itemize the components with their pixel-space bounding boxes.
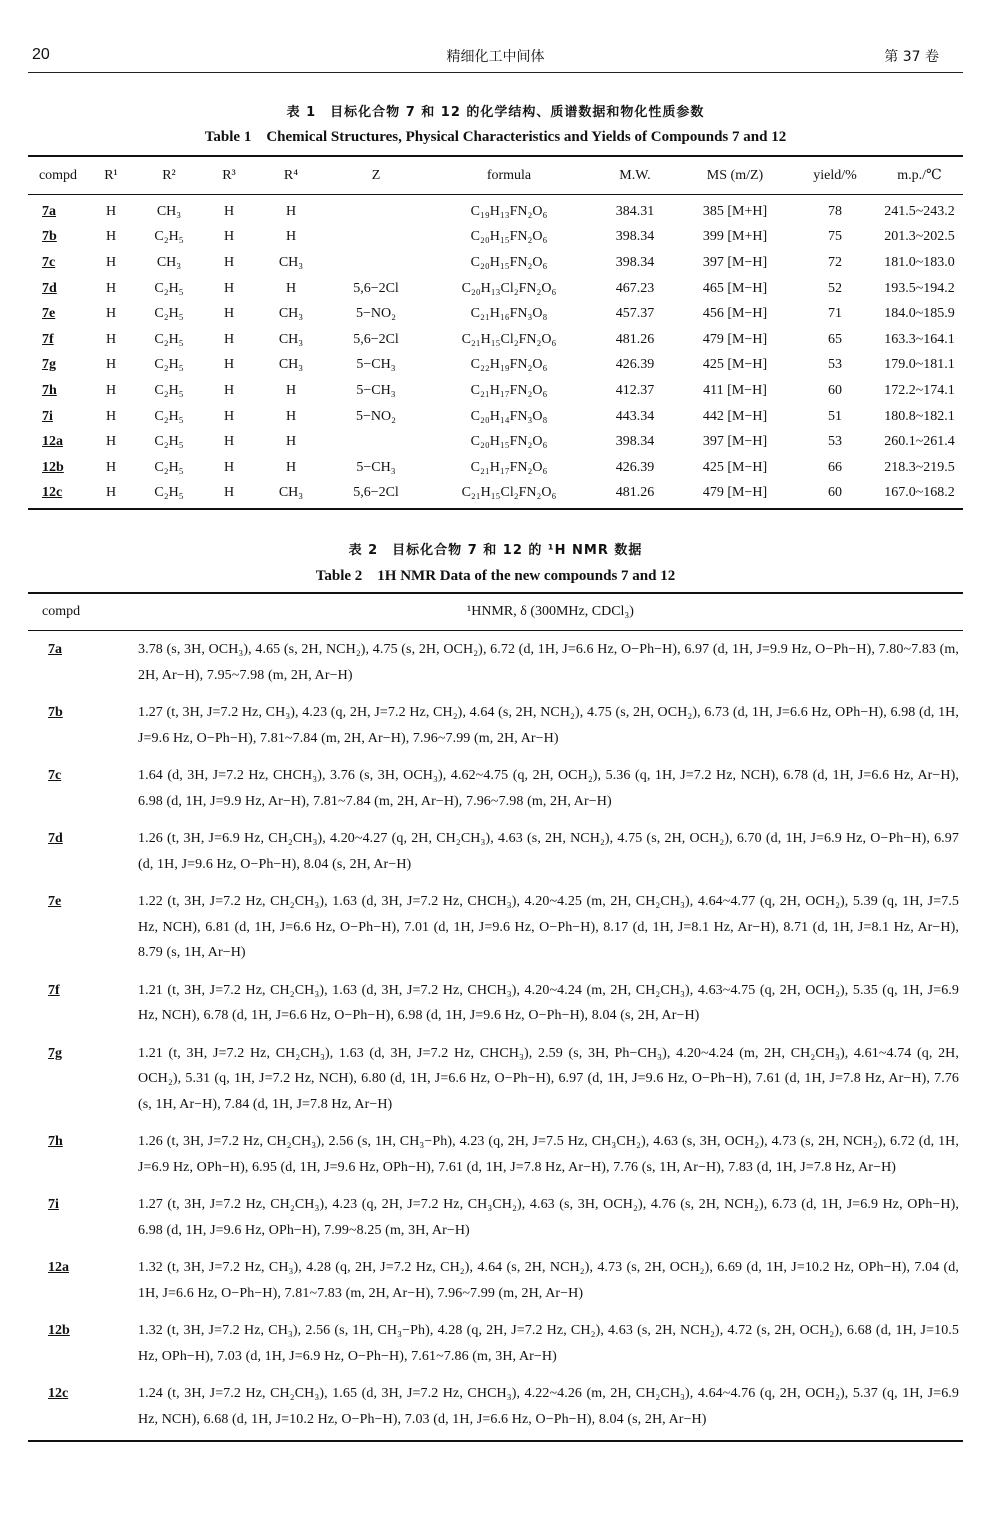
table1-cell bbox=[328, 250, 424, 276]
table1-cell: H bbox=[223, 459, 235, 475]
table1-cell: 385 [M+H] bbox=[702, 203, 768, 219]
table1-cell: 260.1~261.4 bbox=[884, 434, 955, 450]
table1-cell: C₂₀H₁₅FN₂O₆ bbox=[470, 254, 548, 270]
table1-cell: 5−CH₃ bbox=[356, 459, 396, 475]
nmr-data: 1.21 (t, 3H, J=7.2 Hz, CH₂CH₃), 1.63 (d, 3H, J=7.2 Hz, CHCH₃), 4.20~4.24 (m, 2H, CH₂CH₃), 4.63~4.75 (q, 2H, OCH₂), 5.35 (q, 1H, J=6.9 Hz, NCH), 6.78 (d, 1H, J=6.6 Hz, O−Ph−H), 6.98 (d, 1H, J=9.6 Hz, O−Ph−H), 8.04 (s, 2H, Ar−H) bbox=[138, 982, 959, 1023]
table1-caption-en: Table 1 Chemical Structures, Physical Characteristics and Yields of Compounds 7 and 12 bbox=[204, 129, 787, 145]
table1-cell: C₂H₅ bbox=[154, 331, 184, 347]
table1-cell: C₂₀H₁₃Cl₂FN₂O₆ bbox=[461, 280, 557, 296]
table1-row bbox=[28, 327, 963, 353]
table1-row bbox=[28, 429, 963, 455]
compound-id: 7a bbox=[48, 642, 62, 657]
table1-cell: 465 [M−H] bbox=[702, 280, 768, 296]
table1-cell: 5,6−2Cl bbox=[353, 331, 399, 347]
compound-id: 7c bbox=[42, 254, 56, 270]
table1-cell: H bbox=[223, 229, 235, 245]
table1-header-cell: M.W. bbox=[594, 156, 676, 195]
compound-id: 12a bbox=[42, 434, 63, 450]
compound-id: 12c bbox=[28, 481, 88, 510]
table1-cell: C₂₁H₁₅Cl₂FN₂O₆ bbox=[461, 331, 557, 347]
table1-cell: C₂H₅ bbox=[154, 280, 184, 296]
table1-cell: C₂H₅ bbox=[154, 459, 184, 475]
compound-id: 7h bbox=[42, 382, 57, 398]
table1-header-cell: R¹ bbox=[88, 156, 134, 195]
table1-cell: 5,6−2Cl bbox=[353, 280, 399, 296]
table1-cell: 479 [M−H] bbox=[676, 481, 794, 510]
table1-cell: 72 bbox=[828, 254, 842, 270]
table2-row bbox=[28, 1186, 963, 1249]
table1-body bbox=[28, 195, 963, 510]
compound-id: 7d bbox=[48, 831, 63, 846]
table1-cell: C₂H₅ bbox=[154, 306, 184, 322]
table1-cell: 172.2~174.1 bbox=[884, 382, 955, 398]
table1-header-cell: MS (m/Z) bbox=[676, 156, 794, 195]
table1-cell: H bbox=[285, 408, 297, 424]
nmr-data: 1.27 (t, 3H, J=7.2 Hz, CH₂CH₃), 4.23 (q, 2H, J=7.2 Hz, CH₃CH₂), 4.63 (s, 3H, OCH₂), 4.76 (s, 2H, NCH₂), 6.73 (d, 1H, J=6.9 Hz, OPh−H), 6.98 (d, 1H, J=9.6 Hz, OPh−H), 7.99~8.25 (m, 3H, Ar−H) bbox=[138, 1197, 959, 1238]
table1-cell: 5−NO₂ bbox=[356, 306, 396, 322]
compound-id: 12a bbox=[48, 1260, 69, 1275]
nmr-data: 1.27 (t, 3H, J=7.2 Hz, CH₃), 4.23 (q, 2H, J=7.2 Hz, CH₂), 4.64 (s, 2H, NCH₂), 4.75 (s, 2H, OCH₂), 6.73 (d, 1H, J=6.6 Hz, OPh−H), 6.98 (d, 1H, J=9.6 Hz, O−Ph−H), 7.81~7.84 (m, 2H, Ar−H), 7.96~7.99 (m, 2H, Ar−H) bbox=[138, 705, 959, 746]
compound-id: 7e bbox=[42, 306, 56, 322]
table2-header-cell: compd bbox=[28, 593, 138, 631]
table1-cell: H bbox=[105, 382, 117, 398]
nmr-data: 1.26 (t, 3H, J=6.9 Hz, CH₂CH₃), 4.20~4.27 (q, 2H, CH₂CH₃), 4.63 (s, 2H, NCH₂), 4.75 (s, 2H, OCH₂), 6.70 (d, 1H, J=6.9 Hz, O−Ph−H), 6.97 (d, 1H, J=9.6 Hz, O−Ph−H), 8.04 (s, 2H, Ar−H) bbox=[138, 831, 959, 872]
compound-id: 7g bbox=[42, 357, 56, 373]
table1-cell: 180.8~182.1 bbox=[884, 408, 955, 424]
table1-row bbox=[28, 404, 963, 430]
table1-header-cell: formula bbox=[424, 156, 594, 195]
table1-cell: 163.3~164.1 bbox=[884, 331, 955, 347]
table1-cell: 443.34 bbox=[615, 408, 655, 424]
table1-row bbox=[28, 250, 963, 276]
table1-cell: 53 bbox=[828, 434, 842, 450]
table1-cell: 425 [M−H] bbox=[702, 357, 768, 373]
table1-cell: 479 [M−H] bbox=[702, 331, 768, 347]
table2-row bbox=[28, 1249, 963, 1312]
table1-cell: H bbox=[223, 254, 235, 270]
table2-caption-en: Table 2 1H NMR Data of the new compounds 7 and 12 bbox=[315, 568, 676, 584]
table1-cell: H bbox=[105, 203, 117, 219]
compound-id: 7e bbox=[48, 894, 62, 909]
table1-cell: H bbox=[105, 306, 117, 322]
table1-cell: H bbox=[223, 331, 235, 347]
table2-row bbox=[28, 757, 963, 820]
table1-cell: H bbox=[285, 382, 297, 398]
table1-cell: 201.3~202.5 bbox=[884, 229, 955, 245]
table1-cell bbox=[328, 225, 424, 251]
compound-id: 7f bbox=[42, 331, 54, 347]
table1-cell: 179.0~181.1 bbox=[884, 357, 955, 373]
nmr-data: 1.26 (t, 3H, J=7.2 Hz, CH₂CH₃), 2.56 (s, 1H, CH₃−Ph), 4.23 (q, 2H, J=7.5 Hz, CH₃CH₂), 4.63 (s, 3H, OCH₂), 4.73 (s, 2H, NCH₂), 6.72 (d, 1H, J=6.9 Hz, OPh−H), 6.95 (d, 1H, J=9.6 Hz, OPh−H), 7.61 (d, 1H, J=7.8 Hz, Ar−H), 7.76 (s, 1H, Ar−H), 7.83 (d, 1H, J=7.8 Hz, Ar−H) bbox=[138, 1134, 959, 1175]
table1-cell: 411 [M−H] bbox=[703, 382, 767, 398]
table1-cell: H bbox=[105, 408, 117, 424]
table1-cell: 5−CH₃ bbox=[356, 357, 396, 373]
compound-id: 12b bbox=[42, 459, 64, 475]
table2-row bbox=[28, 972, 963, 1035]
table1-row bbox=[28, 378, 963, 404]
table1-header-cell: yield/% bbox=[794, 156, 876, 195]
page-number: 20 bbox=[32, 46, 50, 63]
table1 bbox=[28, 155, 963, 510]
table1-row bbox=[28, 276, 963, 302]
table1-cell: H bbox=[105, 331, 117, 347]
table1-cell: C₂H₅ bbox=[154, 434, 184, 450]
header-rule bbox=[28, 72, 963, 73]
nmr-data: 1.32 (t, 3H, J=7.2 Hz, CH₃), 4.28 (q, 2H, J=7.2 Hz, CH₂), 4.64 (s, 2H, NCH₂), 4.73 (s, 2H, OCH₂), 6.69 (d, 1H, J=10.2 Hz, OPh−H), 7.04 (d, 1H, J=6.6 Hz, O−Ph−H), 7.81~7.83 (m, 2H, Ar−H), 7.96~7.99 (m, 2H, Ar−H) bbox=[138, 1260, 959, 1301]
table1-header-cell: Z bbox=[328, 156, 424, 195]
table1-cell: H bbox=[105, 459, 117, 475]
table1-cell: 193.5~194.2 bbox=[884, 280, 955, 296]
table1-cell: H bbox=[223, 382, 235, 398]
table2-row bbox=[28, 1375, 963, 1441]
compound-id: 12c bbox=[28, 1375, 138, 1441]
journal-title: 精细化工中间体 bbox=[446, 49, 545, 65]
table1-header-row bbox=[28, 156, 963, 195]
table1-cell: H bbox=[105, 229, 117, 245]
table1-cell: 412.37 bbox=[615, 382, 655, 398]
compound-id: 7h bbox=[48, 1134, 63, 1149]
table1-caption-cn: 表 1 目标化合物 7 和 12 的化学结构、质谱数据和物化性质参数 bbox=[286, 105, 705, 120]
table1-cell: 218.3~219.5 bbox=[884, 459, 955, 475]
table1-cell: C₂₀H₁₄FN₃O₈ bbox=[470, 408, 548, 424]
table2-row bbox=[28, 820, 963, 883]
table1-cell: 457.37 bbox=[615, 306, 655, 322]
table1-cell: CH₃ bbox=[278, 357, 304, 373]
compound-id: 7c bbox=[48, 768, 62, 783]
nmr-data: 1.64 (d, 3H, J=7.2 Hz, CHCH₃), 3.76 (s, 3H, OCH₃), 4.62~4.75 (q, 2H, OCH₂), 5.36 (q, 1H, J=7.2 Hz, NCH), 6.78 (d, 1H, J=6.6 Hz, Ar−H), 6.98 (d, 1H, J=9.9 Hz, Ar−H), 7.81~7.84 (m, 2H, Ar−H), 7.96~7.98 (m, 2H, Ar−H) bbox=[138, 768, 959, 809]
table1-cell: 398.34 bbox=[615, 254, 655, 270]
table1-cell: 60 bbox=[794, 481, 876, 510]
table1-header-cell: R³ bbox=[204, 156, 254, 195]
table1-cell bbox=[328, 429, 424, 455]
compound-id: 7i bbox=[42, 408, 53, 424]
table1-cell: 66 bbox=[828, 459, 842, 475]
compound-id: 7g bbox=[48, 1045, 62, 1061]
nmr-data: 1.22 (t, 3H, J=7.2 Hz, CH₂CH₃), 1.63 (d, 3H, J=7.2 Hz, CHCH₃), 4.20~4.25 (m, 2H, CH₂CH₃), 4.64~4.77 (q, 2H, OCH₂), 5.39 (q, 1H, J=7.5 Hz, NCH), 6.81 (d, 1H, J=6.6 Hz, O−Ph−H), 7.01 (d, 1H, J=9.6 Hz, O−Ph−H), 8.17 (d, 1H, J=8.1 Hz, Ar−H), 8.71 (d, 1H, J=8.1 Hz, Ar−H), 8.79 (s, 1H, Ar−H) bbox=[138, 894, 959, 960]
table2-body bbox=[28, 631, 963, 1442]
table1-cell: 467.23 bbox=[615, 280, 655, 296]
table1-header-cell: compd bbox=[28, 156, 88, 195]
table1-cell: C₂₂H₁₉FN₂O₆ bbox=[470, 357, 548, 373]
table1-cell: CH₃ bbox=[278, 306, 304, 322]
table1-cell: C₂H₅ bbox=[154, 408, 184, 424]
table1-row bbox=[28, 481, 963, 510]
table1-cell: C₂₁H₁₇FN₂O₆ bbox=[470, 382, 548, 398]
table1-cell: H bbox=[105, 280, 117, 296]
table1-cell: C₂₀H₁₅FN₂O₆ bbox=[470, 434, 548, 450]
table1-cell: 398.34 bbox=[615, 229, 655, 245]
table1-cell: 384.31 bbox=[615, 203, 655, 219]
table1-cell: C₂H₅ bbox=[154, 382, 184, 398]
nmr-data: 1.21 (t, 3H, J=7.2 Hz, CH₂CH₃), 1.63 (d, 3H, J=7.2 Hz, CHCH₃), 2.59 (s, 3H, Ph−CH₃), 4.20~4.24 (m, 2H, CH₂CH₃), 4.61~4.74 (q, 2H, OCH₂), 5.31 (q, 1H, J=7.2 Hz, NCH), 6.80 (d, 1H, J=6.6 Hz, O−Ph−H), 6.97 (d, 1H, J=9.6 Hz, O−Ph−H), 7.61 (d, 1H, J=7.8 Hz, Ar−H), 7.76 (s, 1H, Ar−H), 7.84 (d, 1H, J=7.8 Hz, Ar−H) bbox=[138, 1045, 959, 1112]
table1-row bbox=[28, 301, 963, 327]
table1-cell: 5−NO₂ bbox=[356, 408, 396, 424]
table1-cell: CH₃ bbox=[278, 254, 304, 270]
table1-cell bbox=[328, 195, 424, 225]
table1-cell: 52 bbox=[828, 280, 842, 296]
table1-cell: 75 bbox=[828, 229, 842, 245]
table1-cell: 399 [M+H] bbox=[702, 229, 768, 245]
table1-cell: 181.0~183.0 bbox=[884, 254, 955, 270]
compound-id: 12b bbox=[48, 1323, 70, 1338]
table1-row bbox=[28, 353, 963, 379]
table1-cell: H bbox=[223, 357, 235, 373]
table1-cell: C₂H₅ bbox=[154, 357, 184, 373]
nmr-data: 1.24 (t, 3H, J=7.2 Hz, CH₂CH₃), 1.65 (d, 3H, J=7.2 Hz, CHCH₃), 4.22~4.26 (m, 2H, CH₂CH₃), 4.64~4.76 (q, 2H, OCH₂), 5.37 (q, 1H, J=6.9 Hz, NCH), 6.68 (d, 1H, J=10.2 Hz, O−Ph−H), 7.03 (d, 1H, J=6.6 Hz, O−Ph−H), 8.04 (s, 2H, Ar−H) bbox=[138, 1375, 963, 1441]
table1-row bbox=[28, 455, 963, 481]
table2-row bbox=[28, 883, 963, 972]
table1-cell: 60 bbox=[828, 382, 842, 398]
table2 bbox=[28, 592, 963, 1442]
table1-cell: H bbox=[223, 203, 235, 219]
table1-header-cell: m.p./℃ bbox=[876, 156, 963, 195]
compound-id: 7i bbox=[48, 1197, 59, 1212]
table1-cell: H bbox=[204, 481, 254, 510]
table1-cell: 5,6−2Cl bbox=[328, 481, 424, 510]
running-header bbox=[28, 40, 963, 70]
table1-cell: H bbox=[285, 203, 297, 219]
table1-cell: 184.0~185.9 bbox=[884, 306, 955, 322]
nmr-data: 1.32 (t, 3H, J=7.2 Hz, CH₃), 2.56 (s, 1H, CH₃−Ph), 4.28 (q, 2H, J=7.2 Hz, CH₂), 4.63 (s, 2H, NCH₂), 4.72 (s, 2H, OCH₂), 6.68 (d, 1H, J=10.5 Hz, OPh−H), 7.03 (d, 1H, J=6.9 Hz, O−Ph−H), 7.61~7.86 (m, 3H, Ar−H) bbox=[138, 1323, 959, 1364]
table1-cell: 442 [M−H] bbox=[702, 408, 768, 424]
table1-cell: CH₃ bbox=[254, 481, 328, 510]
table1-cell: 426.39 bbox=[615, 357, 655, 373]
table1-cell: H bbox=[285, 280, 297, 296]
compound-id: 7b bbox=[48, 705, 63, 720]
table1-cell: 53 bbox=[828, 357, 842, 373]
table1-cell: CH₃ bbox=[156, 203, 182, 219]
table1-cell: H bbox=[285, 229, 297, 245]
table2-row bbox=[28, 1123, 963, 1186]
table1-header-cell: R² bbox=[134, 156, 204, 195]
nmr-data: 3.78 (s, 3H, OCH₃), 4.65 (s, 2H, NCH₂), 4.75 (s, 2H, OCH₂), 6.72 (d, 1H, J=6.6 Hz, O−Ph−H), 6.97 (d, 1H, J=9.9 Hz, O−Ph−H), 7.80~7.83 (m, 2H, Ar−H), 7.95~7.98 (m, 2H, Ar−H) bbox=[138, 642, 959, 683]
table1-cell: H bbox=[285, 459, 297, 475]
table2-header-row bbox=[28, 593, 963, 631]
table1-cell: 167.0~168.2 bbox=[876, 481, 963, 510]
table1-cell: C₂₁H₁₅Cl₂FN₂O₆ bbox=[424, 481, 594, 510]
table1-cell: 241.5~243.2 bbox=[884, 203, 955, 219]
table1-cell: 65 bbox=[828, 331, 842, 347]
compound-id: 7a bbox=[42, 203, 56, 219]
table1-cell: 71 bbox=[828, 306, 842, 322]
table1-cell: C₂₁H₁₆FN₃O₈ bbox=[470, 306, 548, 322]
table2-caption-cn: 表 2 目标化合物 7 和 12 的 ¹H NMR 数据 bbox=[348, 543, 643, 558]
table1-cell: C₂H₅ bbox=[134, 481, 204, 510]
table1-cell: 398.34 bbox=[615, 434, 655, 450]
table1-cell: H bbox=[105, 254, 117, 270]
compound-id: 7f bbox=[48, 982, 60, 998]
compound-id: 7d bbox=[42, 280, 57, 296]
table1-cell: H bbox=[88, 481, 134, 510]
table1-cell: H bbox=[105, 357, 117, 373]
table1-cell: 456 [M−H] bbox=[702, 306, 768, 322]
table1-cell: C₂H₅ bbox=[154, 229, 184, 245]
table1-cell: H bbox=[105, 434, 117, 450]
table1-cell: 425 [M−H] bbox=[702, 459, 768, 475]
volume-label: 第 37 卷 bbox=[884, 49, 939, 65]
table1-cell: H bbox=[223, 408, 235, 424]
table2-row bbox=[28, 1312, 963, 1375]
table1-cell: 426.39 bbox=[615, 459, 655, 475]
table1-cell: 5−CH₃ bbox=[356, 382, 396, 398]
table1-cell: CH₃ bbox=[156, 254, 182, 270]
table1-cell: C₂₁H₁₇FN₂O₆ bbox=[470, 459, 548, 475]
table1-cell: H bbox=[223, 434, 235, 450]
table2-row bbox=[28, 631, 963, 695]
table1-row bbox=[28, 225, 963, 251]
table1-cell: C₁₉H₁₃FN₂O₆ bbox=[470, 203, 548, 219]
table1-cell: 481.26 bbox=[615, 331, 655, 347]
table1-cell: H bbox=[223, 280, 235, 296]
table1-header-cell: R⁴ bbox=[254, 156, 328, 195]
table1-cell: 51 bbox=[828, 408, 842, 424]
table1-row bbox=[28, 195, 963, 225]
table1-cell: 397 [M−H] bbox=[702, 434, 768, 450]
table2-header-cell: ¹HNMR, δ (300MHz, CDCl₃) bbox=[138, 593, 963, 631]
table2-row bbox=[28, 1035, 963, 1124]
table1-cell: 481.26 bbox=[594, 481, 676, 510]
table1-cell: H bbox=[285, 434, 297, 450]
table1-cell: C₂₀H₁₅FN₂O₆ bbox=[470, 229, 548, 245]
table1-cell: H bbox=[223, 306, 235, 322]
table1-cell: 397 [M−H] bbox=[702, 254, 768, 270]
compound-id: 7b bbox=[42, 229, 57, 245]
table1-cell: 78 bbox=[828, 203, 842, 219]
table1-cell: CH₃ bbox=[278, 331, 304, 347]
table2-row bbox=[28, 694, 963, 757]
